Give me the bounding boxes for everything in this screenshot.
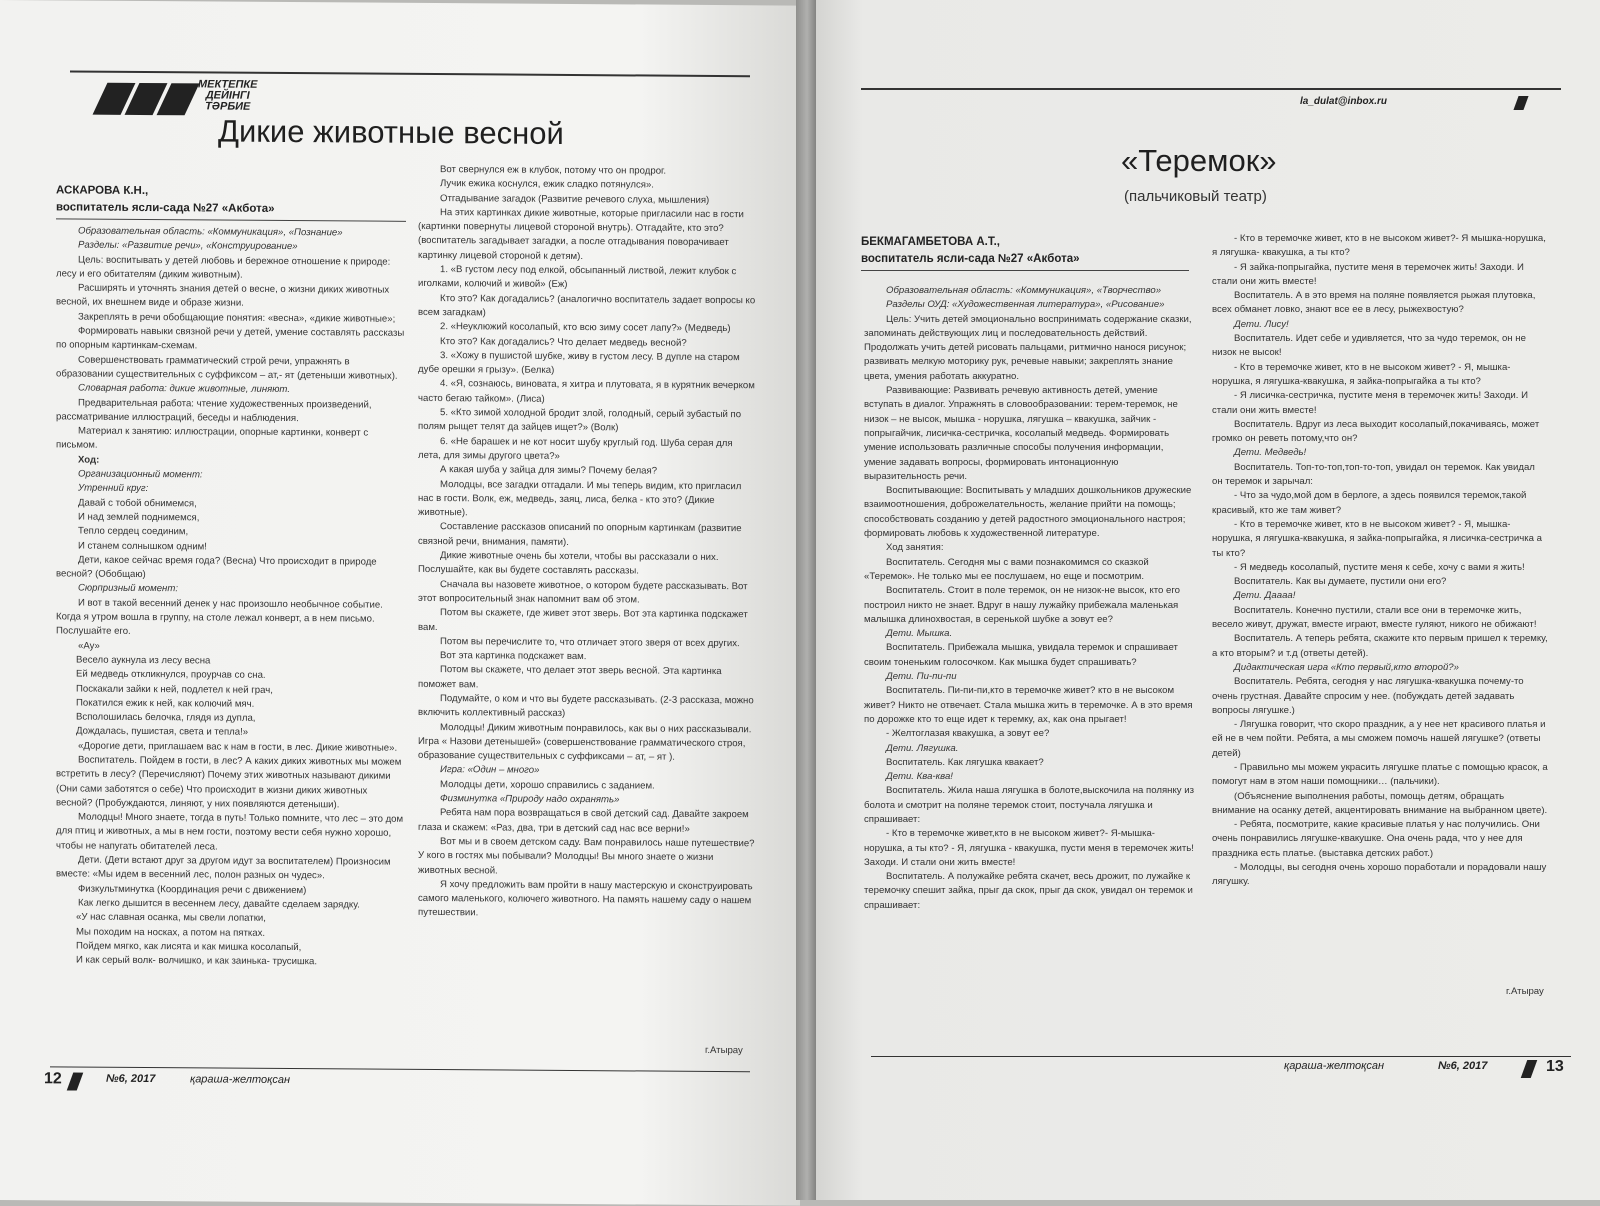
paragraph: (Объяснение выполнения работы, помощь детям, обращать внимание на осанку детей, акцентировать внимание на выбранном цвете). [1212, 790, 1548, 816]
paragraph: Вот мы и в своем детском саду. Вам понравилось наше путешествие? У кого в гостях мы побывали? Молодцы! Вы много знаете о жизни животных весной. [418, 836, 755, 877]
footer-bar-icon [67, 1073, 84, 1091]
author-name: АСКАРОВА К.Н., [56, 184, 149, 198]
paragraph: Дети. Пи-пи-пи [886, 671, 957, 683]
paragraph: - Желтоглазая квакушка, а зовут ее? [886, 728, 1050, 740]
article-title: Дикие животные весной [218, 113, 564, 151]
paragraph: На этих картинках дикие животные, которые пригласили нас в гости (картинки повернуты лицевой стороной внутрь). Отгадайте, кто это? (воспитатель загадывает загадки, а после отгадывания поворачивает картинку лицевой стороной к детям). [418, 206, 744, 262]
paragraph: Развивающие: Развивать речевую активность детей, умение вступать в диалог. Упражнять в словообразовании: терем-теремок, не низок – не высок, мышка - норушка, лягушка – квакушка, зайчик - попрыгайчик, лисичка-сестричка, косолапый медведь. Формировать умение использовать различные способы получения информации, умение задавать вопросы, формировать интонационную выразительность речи. [864, 385, 1178, 482]
article-column-1 [56, 224, 406, 1060]
paragraph: Воспитатель. Вдруг из леса выходит косолапый,покачиваясь, может громко он реветь потому,что он? [1212, 418, 1540, 445]
paragraph: Расширять и уточнять знания детей о весне, о жизни диких животных весной, их внешнем виде и образе жизни. [56, 282, 390, 310]
header-rule [70, 70, 750, 77]
logo-text: МЕКТЕПКЕ ДЕЙІНГІ ТӘРБИЕ [198, 78, 258, 113]
paragraph: Молодцы! Диким животным понравилось, как вы о них рассказывали. Игра « Назови детенышей» (совершенствование грамматического строя, образование существительных с суффиксами – ат, – ят ). [418, 721, 752, 763]
paragraph: Молодцы, все загадки отгадали. И мы теперь видим, кто пригласил нас в гости. Волк, еж, медведь, заяц, лиса, белка - кто это? (Дикие животные). [418, 478, 742, 519]
paragraph: - Я зайка-попрыгайка, пустите меня в теремочек жить! Заходи. И стали они жить вместе! [1212, 261, 1524, 287]
paragraph: Давай с тобой обнимемся, [78, 497, 197, 510]
paragraph: Дождалась, пушистая, света и тепла!» [76, 725, 249, 739]
paragraph: Воспитатель. Пи-пи-пи,кто в теремочке живет? кто в не высоком живет? Никто не отвечает. Стала мышка жить в теремочке. А в это время по дорожке кто то еще идет к теремку, ах, как она прыгает! [864, 685, 1193, 725]
paragraph: - Кто в теремочке живет, кто в не высоком живет? - Я, мышка-норушка, я лягушка-квакушка, я зайка-попрыгайка а ты кто? [1212, 361, 1511, 387]
paragraph: Предварительная работа: чтение художественных произведений, рассматривание иллюстраций, беседы и наблюдения. [56, 397, 372, 424]
right-page [816, 0, 1600, 1200]
paragraph: Ход: [78, 454, 100, 466]
paragraph: Дети. (Дети встают друг за другом идут за воспитателем) Произносим вместе: «Мы идем в весенний лес, полон разных он чудес». [56, 854, 391, 882]
paragraph: Дети. Мышка. [886, 628, 953, 640]
paragraph: - Кто в теремочке живет,кто в не высоком живет?- Я-мышка-норушка, а ты кто? - Я, лягушка - квакушка, пусти меня в теремочек жить! Заходи. И стали они жить вместе! [864, 828, 1194, 868]
paragraph: - Молодцы, вы сегодня очень хорошо поработали и порадовали нашу лягушку. [1212, 862, 1547, 888]
place-signature: г.Атырау [705, 1044, 743, 1057]
email-address: la_dulat@inbox.ru [1300, 96, 1387, 107]
paragraph: Формировать навыки связной речи у детей, умение составлять рассказы по опорным картинкам-схемам. [56, 325, 405, 352]
paragraph: Составление рассказов описаний по опорным картинкам (развитие связной речи, внимания, памяти). [418, 521, 742, 548]
paragraph: Физкультминутка (Координация речи с движением) [78, 883, 307, 896]
paragraph: Воспитатель. А полужайке ребята скачет, весь дрожит, по лужайке к теремочку спешит зайка, прыг да скок, прыг да скок, увидал он теремок и спрашивает: [864, 871, 1193, 911]
paragraph: Разделы: «Развитие речи», «Конструирование» [78, 239, 298, 253]
paragraph: Молодцы дети, хорошо справились с заданием. [440, 778, 655, 792]
paragraph: Дети. Даааа! [1234, 590, 1296, 602]
paragraph: Материал к занятию: иллюстрации, опорные картинки, конверт с письмом. [56, 425, 369, 452]
page-number: 12 [44, 1070, 62, 1088]
paragraph: Воспитатель. Конечно пустили, стали все они в теремочке жить, весело живут, дружат, вместе играют, вместе гуляют, никого не обижают! [1212, 604, 1537, 631]
paragraph: Словарная работа: дикие животные, линяют. [78, 382, 290, 396]
paragraph: Дети. Лягушка. [886, 742, 959, 754]
paragraph: 2. «Неуклюжий косолапый, кто всю зиму сосет лапу?» (Медведь) [440, 321, 731, 335]
author-role: воспитатель ясли-сада №27 «Акбота» [861, 253, 1080, 265]
issue-number: №6, 2017 [1438, 1060, 1488, 1072]
paragraph: Дети. Лису! [1234, 318, 1289, 330]
paragraph: Вот свернулся еж в клубок, потому что он продрог. [440, 164, 667, 177]
paragraph: 3. «Хожу в пушистой шубке, живу в густом лесу. В дупле на старом дубе орешки я грызу». (Белка) [418, 349, 740, 377]
paragraph: Закреплять в речи обобщающие понятия: «весна», «дикие животные»; [78, 311, 396, 325]
paragraph: - Кто в теремочке живет, кто в не высоком живет?- Я мышка-норушка, я лягушка- квакушка, а ты кто? [1212, 233, 1546, 259]
paragraph: И как серый волк- волчишко, и как заинька- трусишка. [76, 954, 318, 968]
paragraph: Сначала вы назовете животное, о котором будете рассказывать. Вот этот вопросительный знак напомнит вам об этом. [418, 578, 748, 606]
paragraph: Воспитатель. Прибежала мышка, увидала теремок и спрашивает своим тоненьким голосочком. Как мышка будет спрашивать? [864, 642, 1178, 668]
paragraph: Потом вы перечислите то, что отличает этого зверя от всех других. [440, 635, 740, 649]
paragraph: Пойдем мягко, как лисята и как мишка косолапый, [76, 940, 302, 953]
book-spine [796, 0, 818, 1200]
paragraph: Образовательная область: «Коммуникация», «Творчество» [886, 285, 1162, 296]
article-title: «Теремок» [1121, 143, 1277, 178]
footer-rule [871, 1056, 1571, 1057]
paragraph: Цель: воспитывать у детей любовь и бережное отношение к природе: лесу и его обитателям (диким животным). [56, 254, 391, 281]
author-rule [861, 270, 1189, 271]
paragraph: - Я лисичка-сестричка, пустите меня в теремочек жить! Заходи. И стали они жить вместе! [1212, 390, 1529, 416]
page-number: 13 [1546, 1058, 1564, 1075]
paragraph: Дидактическая игра «Кто первый,кто второй?» [1234, 661, 1459, 673]
issue-season: қараша-желтоқсан [190, 1073, 291, 1087]
paragraph: Вот эта картинка подскажет вам. [440, 650, 587, 663]
author-rule [56, 218, 406, 221]
paragraph: Ребята нам пора возвращаться в свой детский сад. Давайте закроем глаза и скажем: «Раз, два, три в детский сад нас все верни!» [418, 807, 749, 835]
header-bar-icon [1513, 96, 1528, 110]
paragraph: Воспитатель. Стоит в поле теремок, он не низок-не высок, кто его построил никто не знает. Вдруг в нашу лужайку прибежала маленькая малышка длинохвостая, в серенькой шубке а зовут ее? [864, 585, 1181, 625]
paragraph: Воспитатель. Как вы думаете, пустили они его? [1234, 576, 1447, 588]
header-rule [861, 88, 1561, 90]
paragraph: И вот в такой весенний денек у нас произошло необычное событие. Когда я утром вошла в группу, на столе лежал конверт, а в нем письмо. Послушайте его. [56, 597, 383, 638]
paragraph: Образовательная область: «Коммуникация», «Познание» [78, 225, 343, 239]
article-column-1 [864, 284, 1194, 1052]
paragraph: Как легко дышится в весеннем лесу, давайте сделаем зарядку. [78, 897, 360, 911]
paragraph: Поскакали зайки к ней, подлетел к ней грач, [76, 683, 273, 696]
paragraph: 4. «Я, сознаюсь, виновата, я хитра и плутовата, я в курятник вечерком часто бегаю тайком». (Лиса) [418, 378, 755, 405]
paragraph: Игра: «Один – много» [440, 764, 540, 777]
paragraph: Кто это? Как догадались? Что делает медведь весной? [440, 335, 687, 349]
paragraph: А какая шуба у зайца для зимы? Почему белая? [440, 464, 658, 477]
issue-season: қараша-желтоқсан [1284, 1060, 1385, 1072]
paragraph: - Что за чудо,мой дом в берлоге, а здесь появился теремок,такой красивый, кто же там живет? [1212, 490, 1527, 516]
author-name: БЕКМАГАМБЕТОВА А.Т., [861, 236, 1000, 248]
issue-number: №6, 2017 [106, 1072, 156, 1086]
paragraph: Отгадывание загадок (Развитие речевого слуха, мышления) [440, 192, 710, 206]
paragraph: Молодцы! Много знаете, тогда в путь! Только помните, что лес – это дом для птиц и животных, а мы в нем гости, поэтому вести себя нужно хорошо, чтобы не напугать обитателей леса. [56, 811, 404, 853]
author-role: воспитатель ясли-сада №27 «Акбота» [56, 201, 275, 215]
paragraph: Кто это? Как догадались? (аналогично воспитатель задает вопросы ко всем загадкам) [418, 292, 756, 319]
paragraph: Я хочу предложить вам пройти в нашу мастерскую и сконструировать самого маленького, колючего животного. На память нашему саду о нашем путешествии. [418, 878, 753, 919]
paragraph: Дикие животные очень бы хотели, чтобы вы рассказали о них. Послушайте, как вы будете составлять рассказы. [418, 550, 719, 577]
author-block [56, 182, 275, 218]
page-footer [44, 1070, 324, 1090]
paragraph: «Дорогие дети, приглашаем вас к нам в гости, в лес. Дикие животные». [78, 740, 398, 754]
paragraph: Организационный момент: [78, 468, 203, 481]
paragraph: Дети. Ква-ква! [886, 771, 953, 783]
paragraph: Воспитатель. Топ-то-топ,топ-то-топ, увидал он теремок. Как увидал он теремок и зарычал: [1212, 461, 1535, 488]
paragraph: Покатился ежик к ней, как колючий мяч. [76, 697, 255, 710]
footer-bar-icon [1521, 1060, 1538, 1078]
paragraph: Воспитатель. А в это время на поляне появляется рыжая плутовка, всех обманет ловко, знают все ее в лесу, рыжехвостую? [1212, 290, 1536, 316]
paragraph: Воспитывающие: Воспитывать у младших дошкольников дружеские взаимоотношения, доброжелательность, желание прийти на помощь; способствовать созданию у детей радостного эмоционального настроя; формировать любовь к художественной литературе. [864, 485, 1192, 540]
paragraph: - Я медведь косолапый, пустите меня к себе, хочу с вами я жить! [1234, 561, 1525, 573]
paragraph: 5. «Кто зимой холодной бродит злой, голодный, серый зубастый по полям рыщет телят да зайцев ищет?» (Волк) [418, 407, 742, 434]
paragraph: Цель: Учить детей эмоционально воспринимать содержание сказки, запоминать действующих лиц и последовательность действий. Продолжать учить детей рисовать пальцами, ритмично нанося рисунок; развивать мелкую моторику рук, речевые навыки; закреплять знание цвета, умения работать аккуратно. [864, 313, 1192, 382]
paragraph: Разделы ОУД: «Художественная литература», «Рисование» [886, 299, 1165, 311]
paragraph: Физминутка «Природу надо охранять» [440, 793, 620, 806]
paragraph: 6. «Не барашек и не кот носит шубу круглый год. Шуба серая для лета, для зимы другого цвета?» [418, 435, 733, 462]
paragraph: Дети. Медведь! [1234, 447, 1307, 459]
paragraph: Дети, какое сейчас время года? (Весна) Что происходит в природе весной? (Обобщаю) [56, 554, 377, 581]
paragraph: И станем солнышком одним! [78, 540, 207, 552]
author-block [861, 234, 1080, 268]
paragraph: Тепло сердец соединим, [78, 525, 189, 538]
paragraph: Весело аукнула из лесу весна [76, 654, 211, 667]
paragraph: Потом вы скажете, что делает этот зверь весной. Эта картинка поможет вам. [418, 664, 722, 691]
paragraph: Совершенствовать грамматический строй речи, упражнять в образовании существительных с суффиксом – ат,- ят (детеныши животных). [56, 354, 398, 382]
article-column-2 [418, 163, 756, 1035]
paragraph: «У нас славная осанка, мы свели лопатки, [76, 911, 266, 925]
paragraph: Всполошилась белочка, глядя из дупла, [76, 711, 256, 724]
paragraph: Ход занятия: [886, 542, 944, 554]
paragraph: Воспитатель. Жила наша лягушка в болоте,выскочила на полянку из болота и смотрит на поляне теремок стоит, постучала лягушка и спрашивает: [864, 785, 1194, 825]
paragraph: 1. «В густом лесу под елкой, обсыпанный листвой, лежит клубок с иголками, колючий и живой» (Еж) [418, 264, 737, 291]
paragraph: Воспитатель. Идет себе и удивляется, что за чудо теремок, он не низок не высок! [1212, 333, 1526, 359]
paragraph: Воспитатель. Ребята, сегодня у нас лягушка-квакушка почему-то очень грустная. Давайте спросим у нее. (побуждать детей задавать вопросы лягушке.) [1212, 676, 1524, 716]
paragraph: Лучик ежика коснулся, ежик сладко потянулся». [440, 178, 654, 191]
paragraph: Подумайте, о ком и что вы будете рассказывать. (2-3 рассказа, можно включить коллективный рассказ) [418, 693, 754, 720]
paragraph: - Лягушка говорит, что скоро праздник, а у нее нет красивого платья и ей не в чем пойти. Ребята, а мы сможем помочь нашей лягушке? (ответы детей) [1212, 719, 1546, 759]
place-signature: г.Атырау [1506, 986, 1544, 997]
paragraph: Ей медведь откликнулся, проурчав со сна. [76, 668, 266, 682]
paragraph: Сюрпризный момент: [78, 582, 178, 595]
paragraph: Потом вы скажете, где живет этот зверь. Вот эта картинка подскажет вам. [418, 607, 748, 633]
paragraph: Воспитатель. Пойдем в гости, в лес? А каких диких животных мы можем встретить в лесу? (Перечисляют) Почему этих животных называют дикими (Они сами заботятся о себе) Что происходит в жизни диких животных весной? (Пробуждаются, линяют, у них появляются детеныши). [56, 754, 402, 811]
paragraph: - Кто в теремочке живет, кто в не высоком живет? - Я, мышка-норушка, я лягушка-квакушка, я зайка-попрыгайка, я лисичка-сестричка а ты кто? [1212, 518, 1542, 559]
paragraph: - Ребята, посмотрите, какие красивые платья у нас получились. Они очень понравились лягушке-квакушке. Она очень рада, что у нее для праздника есть платье. (выставка детских работ.) [1212, 819, 1540, 859]
paragraph: Воспитатель. А теперь ребята, скажите кто первым пришел к теремку, а кто вторым? и т.д (ответы детей). [1212, 633, 1548, 659]
article-column-2 [1212, 232, 1548, 972]
paragraph: «Ау» [78, 640, 100, 652]
paragraph: И над землей поднимемся, [78, 511, 200, 524]
paragraph: - Правильно мы можем украсить лягушке платье с помощью красок, а помогут нам в этом наши помощники… (пальчики). [1212, 761, 1548, 788]
paragraph: Воспитатель. Сегодня мы с вами познакомимся со сказкой «Теремок». Не только мы ее послушаем, но еще и посмотрим. [864, 556, 1149, 582]
article-subtitle: (пальчиковый театр) [1124, 188, 1267, 205]
paragraph: Воспитатель. Как лягушка квакает? [886, 756, 1044, 768]
paragraph: Мы походим на носках, а потом на пятках. [76, 926, 266, 939]
logo-bars-icon [100, 83, 192, 116]
paragraph: Утренний круг: [78, 482, 149, 495]
